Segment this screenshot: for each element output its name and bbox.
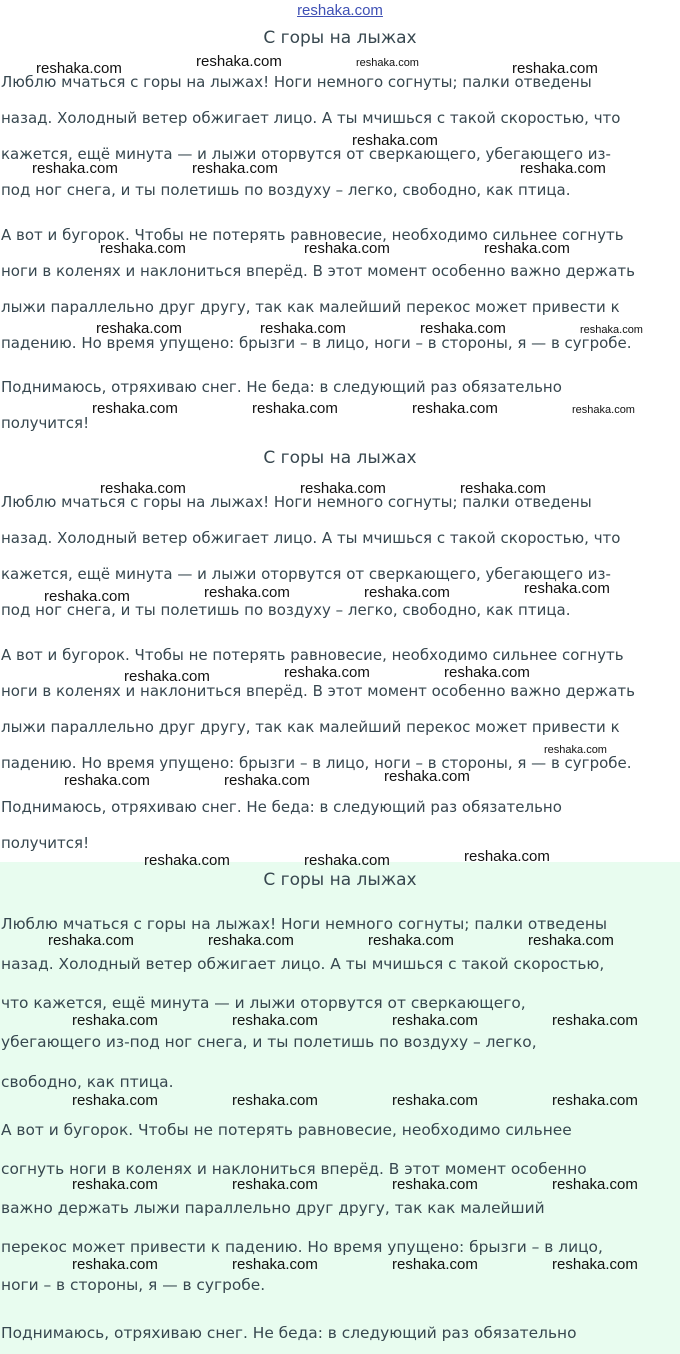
watermark: reshaka.com <box>64 772 150 789</box>
watermark: reshaka.com <box>460 480 546 497</box>
watermark: reshaka.com <box>72 1176 158 1193</box>
watermark: reshaka.com <box>284 664 370 681</box>
text-line: ноги – в стороны, я — в сугробе. <box>1 1276 266 1294</box>
watermark: reshaka.com <box>144 852 230 869</box>
watermark: reshaka.com <box>72 1256 158 1273</box>
text-line: Поднимаюсь, отряхиваю снег. Не беда: в следующий раз обязательно <box>1 798 562 816</box>
text-line: важно держать лыжи параллельно друг другу, так как малейший <box>1 1199 545 1217</box>
watermark: reshaka.com <box>444 664 530 681</box>
watermark: reshaka.com <box>72 1012 158 1029</box>
text-line: что кажется, ещё минута — и лыжи оторвутся от сверкающего, <box>1 994 526 1012</box>
watermark: reshaka.com <box>192 160 278 177</box>
watermark: reshaka.com <box>232 1256 318 1273</box>
watermark: reshaka.com <box>552 1092 638 1109</box>
watermark: reshaka.com <box>520 160 606 177</box>
watermark: reshaka.com <box>572 404 635 416</box>
text-line: под ног снега, и ты полетишь по воздуху – легко, свободно, как птица. <box>1 601 571 619</box>
watermark: reshaka.com <box>48 932 134 949</box>
text-line: перекос может привести к падению. Но время упущено: брызги – в лицо, <box>1 1238 603 1256</box>
text-line: падению. Но время упущено: брызги – в лицо, ноги – в стороны, я — в сугробе. <box>1 754 632 772</box>
watermark: reshaka.com <box>580 324 643 336</box>
text-line: получится! <box>1 414 90 432</box>
text-line: ноги в коленях и наклониться вперёд. В этот момент особенно важно держать <box>1 262 635 280</box>
watermark: reshaka.com <box>544 744 607 756</box>
text-line: свободно, как птица. <box>1 1073 174 1091</box>
watermark: reshaka.com <box>232 1176 318 1193</box>
watermark: reshaka.com <box>512 60 598 77</box>
watermark: reshaka.com <box>260 320 346 337</box>
watermark: reshaka.com <box>484 240 570 257</box>
text-line: А вот и бугорок. Чтобы не потерять равновесие, необходимо сильнее согнуть <box>1 226 624 244</box>
essay-title: С горы на лыжах <box>263 448 417 468</box>
watermark: reshaka.com <box>32 160 118 177</box>
text-line: ноги в коленях и наклониться вперёд. В этот момент особенно важно держать <box>1 682 635 700</box>
text-line: Люблю мчаться с горы на лыжах! Ноги немного согнуты; палки отведены <box>1 73 592 91</box>
watermark: reshaka.com <box>224 772 310 789</box>
essay-title: С горы на лыжах <box>263 28 417 48</box>
watermark: reshaka.com <box>232 1092 318 1109</box>
watermark: reshaka.com <box>100 240 186 257</box>
watermark: reshaka.com <box>96 320 182 337</box>
text-line: кажется, ещё минута — и лыжи оторвутся от сверкающего, убегающего из- <box>1 145 611 163</box>
watermark: reshaka.com <box>392 1012 478 1029</box>
watermark: reshaka.com <box>552 1256 638 1273</box>
watermark: reshaka.com <box>196 53 282 70</box>
watermark: reshaka.com <box>204 584 290 601</box>
watermark: reshaka.com <box>304 852 390 869</box>
text-line: под ног снега, и ты полетишь по воздуху – легко, свободно, как птица. <box>1 181 571 199</box>
watermark: reshaka.com <box>364 584 450 601</box>
text-line: А вот и бугорок. Чтобы не потерять равновесие, необходимо сильнее согнуть <box>1 646 624 664</box>
watermark: reshaka.com <box>100 480 186 497</box>
text-line: назад. Холодный ветер обжигает лицо. А ты мчишься с такой скоростью, что <box>1 529 621 547</box>
watermark: reshaka.com <box>300 480 386 497</box>
watermark: reshaka.com <box>92 400 178 417</box>
text-line: Поднимаюсь, отряхиваю снег. Не беда: в следующий раз обязательно <box>1 1324 577 1342</box>
watermark: reshaka.com <box>124 668 210 685</box>
text-line: падению. Но время упущено: брызги – в лицо, ноги – в стороны, я — в сугробе. <box>1 334 632 352</box>
watermark: reshaka.com <box>464 848 550 865</box>
watermark: reshaka.com <box>524 580 610 597</box>
text-line: согнуть ноги в коленях и наклониться вперёд. В этот момент особенно <box>1 1160 587 1178</box>
watermark: reshaka.com <box>368 932 454 949</box>
text-line: Поднимаюсь, отряхиваю снег. Не беда: в следующий раз обязательно <box>1 378 562 396</box>
text-line: получится! <box>1 834 90 852</box>
watermark: reshaka.com <box>528 932 614 949</box>
text-line: Люблю мчаться с горы на лыжах! Ноги немного согнуты; палки отведены <box>1 915 608 933</box>
text-line: лыжи параллельно друг другу, так как малейший перекос может привести к <box>1 298 620 316</box>
text-line: лыжи параллельно друг другу, так как малейший перекос может привести к <box>1 718 620 736</box>
watermark: reshaka.com <box>252 400 338 417</box>
watermark: reshaka.com <box>356 57 419 69</box>
watermark: reshaka.com <box>36 60 122 77</box>
watermark: reshaka.com <box>552 1176 638 1193</box>
watermark: reshaka.com <box>352 132 438 149</box>
watermark: reshaka.com <box>384 768 470 785</box>
watermark: reshaka.com <box>392 1092 478 1109</box>
essay-title: С горы на лыжах <box>263 870 417 890</box>
text-line: кажется, ещё минута — и лыжи оторвутся от сверкающего, убегающего из- <box>1 565 611 583</box>
watermark: reshaka.com <box>208 932 294 949</box>
watermark: reshaka.com <box>392 1256 478 1273</box>
watermark: reshaka.com <box>552 1012 638 1029</box>
watermark: reshaka.com <box>392 1176 478 1193</box>
watermark: reshaka.com <box>44 588 130 605</box>
text-line: убегающего из-под ног снега, и ты полетишь по воздуху – легко, <box>1 1033 537 1051</box>
text-line: назад. Холодный ветер обжигает лицо. А ты мчишься с такой скоростью, что <box>1 109 621 127</box>
site-link[interactable]: reshaka.com <box>297 2 383 19</box>
watermark: reshaka.com <box>412 400 498 417</box>
watermark: reshaka.com <box>420 320 506 337</box>
watermark: reshaka.com <box>72 1092 158 1109</box>
watermark: reshaka.com <box>304 240 390 257</box>
watermark: reshaka.com <box>232 1012 318 1029</box>
text-line: назад. Холодный ветер обжигает лицо. А ты мчишься с такой скоростью, <box>1 955 605 973</box>
text-line: Люблю мчаться с горы на лыжах! Ноги немного согнуты; палки отведены <box>1 493 592 511</box>
text-line: А вот и бугорок. Чтобы не потерять равновесие, необходимо сильнее <box>1 1121 572 1139</box>
